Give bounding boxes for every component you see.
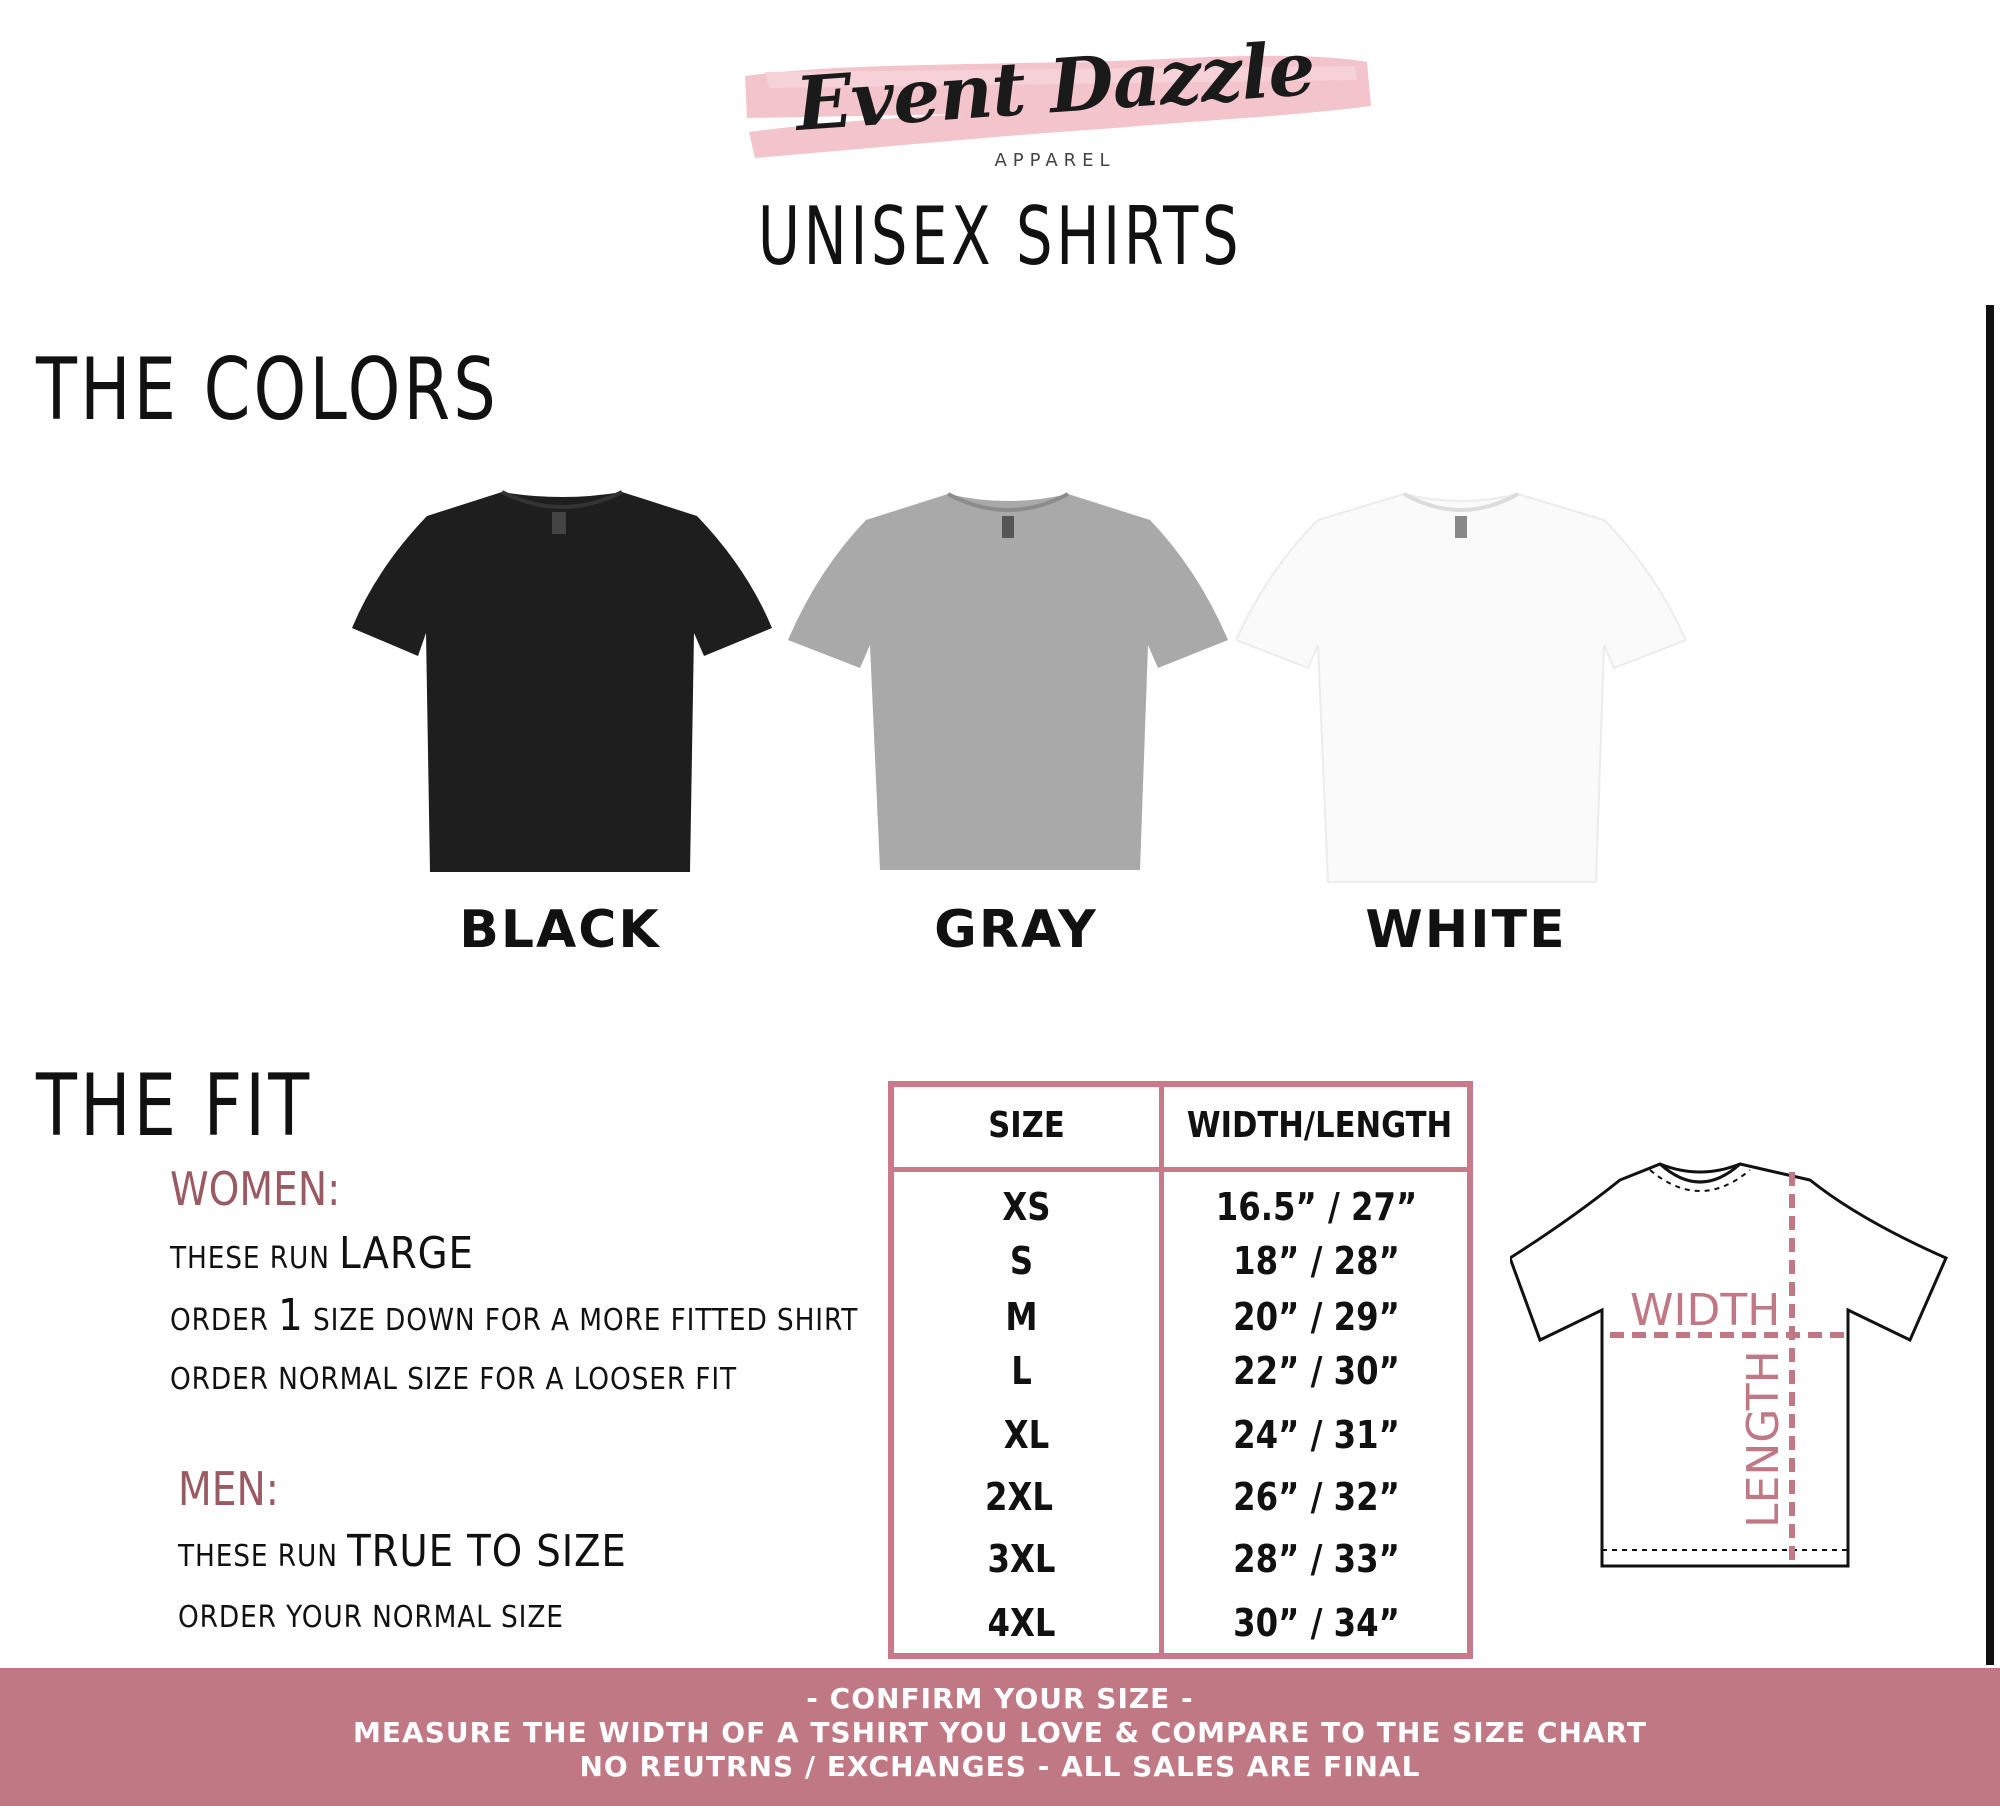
women-size-down-line <box>170 1290 858 1341</box>
fit-heading: THE FIT <box>36 1056 313 1156</box>
footer-no-returns: NO REUTRNS / EXCHANGES - ALL SALES ARE FINAL <box>579 1750 1421 1783</box>
dims-cell: 30” / 34” <box>1233 1601 1400 1645</box>
dims-cell: 26” / 32” <box>1233 1475 1400 1519</box>
dims-cell: 28” / 33” <box>1233 1537 1400 1581</box>
women-looser-fit-line: ORDER NORMAL SIZE FOR A LOOSER FIT <box>170 1362 738 1397</box>
size-column-header: SIZE <box>988 1105 1065 1146</box>
logo-subtext: APPAREL <box>994 150 1116 171</box>
women-order-prefix: ORDER <box>170 1303 269 1338</box>
men-run-prefix: THESE RUN <box>178 1539 338 1574</box>
measurement-diagram <box>1510 1160 1950 1570</box>
brand-logo <box>735 25 1375 176</box>
size-cell: XL <box>1003 1413 1050 1457</box>
color-label-black: BLACK <box>459 900 661 960</box>
color-label-gray: GRAY <box>934 900 1098 960</box>
table-header-divider <box>894 1167 1467 1172</box>
women-run-value: LARGE <box>339 1228 474 1279</box>
women-run-prefix: THESE RUN <box>170 1241 330 1276</box>
size-cell: 2XL <box>985 1475 1053 1519</box>
width-label: WIDTH <box>1630 1285 1781 1336</box>
size-cell: L <box>1011 1349 1032 1393</box>
colors-heading: THE COLORS <box>36 340 499 440</box>
dims-cell: 16.5” / 27” <box>1215 1185 1418 1229</box>
dims-cell: 22” / 30” <box>1233 1349 1400 1393</box>
men-normal-size-line: ORDER YOUR NORMAL SIZE <box>178 1600 564 1635</box>
men-label: MEN: <box>178 1462 279 1516</box>
dims-cell: 18” / 28” <box>1233 1239 1400 1283</box>
black-shirt-image <box>352 488 772 878</box>
women-order-number: 1 <box>278 1290 304 1341</box>
page-title: UNISEX SHIRTS <box>757 190 1243 283</box>
footer-confirm-size: - CONFIRM YOUR SIZE - <box>806 1682 1194 1715</box>
women-label: WOMEN: <box>170 1162 341 1216</box>
size-cell: S <box>1009 1239 1034 1283</box>
logo-script-text: Event Dazzle <box>792 25 1318 149</box>
size-cell: 4XL <box>987 1601 1056 1645</box>
dimensions-column-header: WIDTH/LENGTH <box>1186 1105 1453 1146</box>
dims-cell: 20” / 29” <box>1233 1295 1400 1339</box>
white-shirt-image <box>1236 490 1686 886</box>
size-cell: XS <box>1002 1185 1051 1229</box>
men-run-line <box>178 1526 627 1577</box>
right-edge-divider <box>1986 305 1994 1665</box>
size-chart-table <box>888 1081 1473 1659</box>
length-label: LENGTH <box>1738 1350 1789 1528</box>
footer-banner <box>0 1668 2000 1806</box>
men-run-value: TRUE TO SIZE <box>347 1526 627 1577</box>
size-cell: 3XL <box>987 1537 1056 1581</box>
dims-cell: 24” / 31” <box>1233 1413 1400 1457</box>
size-cell: M <box>1005 1295 1038 1339</box>
footer-measure-instructions: MEASURE THE WIDTH OF A TSHIRT YOU LOVE & COMPARE TO THE SIZE CHART <box>353 1716 1647 1749</box>
women-order-suffix: SIZE DOWN FOR A MORE FITTED SHIRT <box>312 1303 859 1338</box>
women-run-line <box>170 1228 474 1279</box>
gray-shirt-image <box>788 490 1228 876</box>
color-label-white: WHITE <box>1365 900 1567 960</box>
